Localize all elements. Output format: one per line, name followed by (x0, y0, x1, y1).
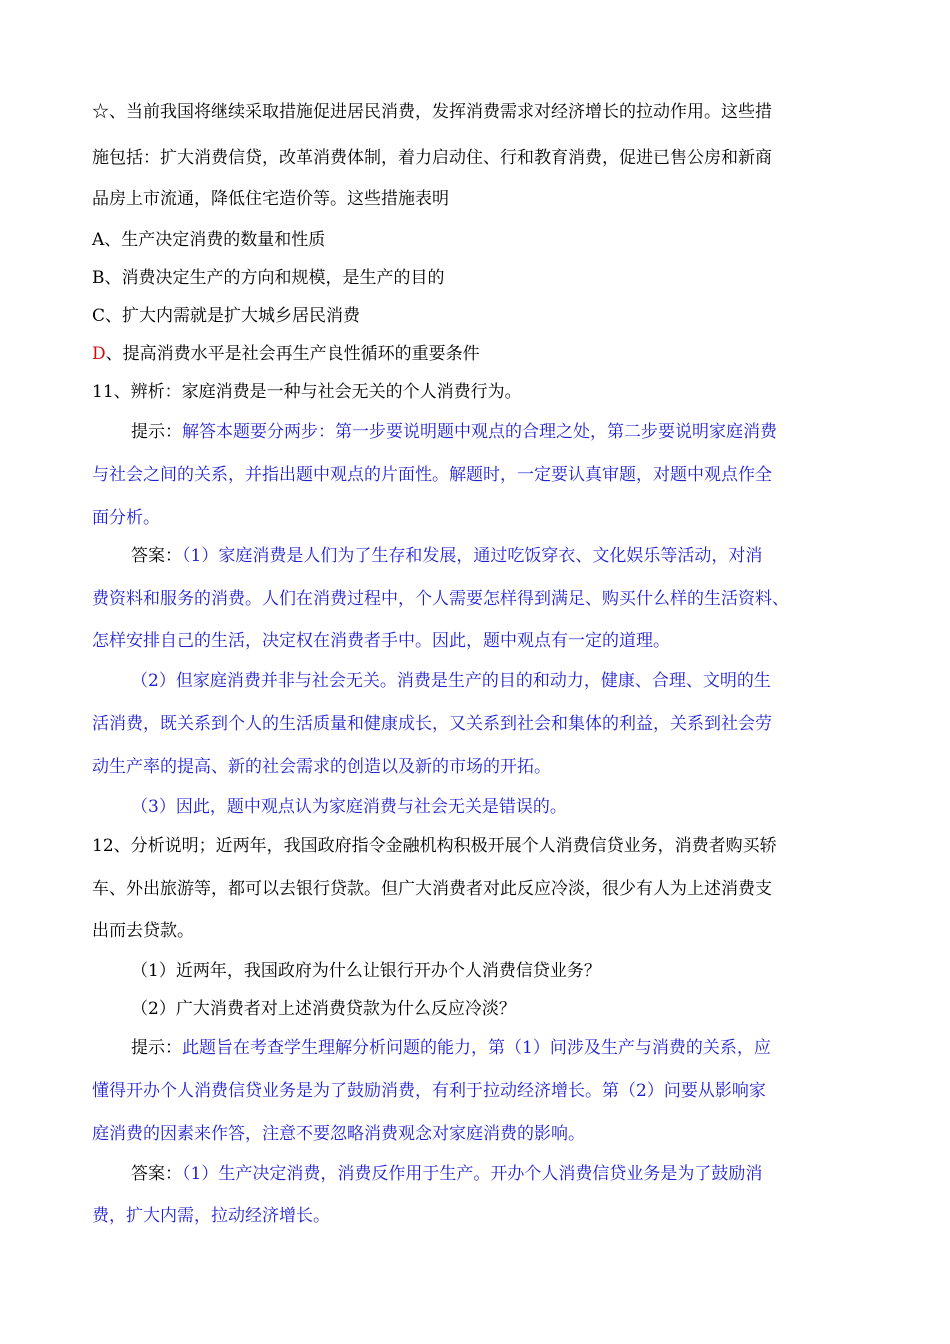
q12-line-3: 出而去贷款。 (92, 921, 194, 941)
q10-line-3: 品房上市流通，降低住宅造价等。这些措施表明 (92, 189, 449, 209)
q11-answer-line-7: （3）因此，题中观点认为家庭消费与社会无关是错误的。 (131, 797, 567, 817)
option-letter-answer: D (92, 344, 106, 364)
q11-answer-line-4: （2）但家庭消费并非与社会无关。消费是生产的目的和动力，健康、合理、文明的生 (131, 671, 771, 691)
q11-answer-line-2: 费资料和服务的消费。人们在消费过程中，个人需要怎样得到满足、购买什么样的生活资料、 (92, 589, 789, 609)
option-text: 、消费决定生产的方向和规模，是生产的目的 (104, 268, 445, 288)
q12-line-1: 12、分析说明；近两年，我国政府指令金融机构积极开展个人消费信贷业务，消费者购买轿 (92, 836, 777, 856)
q12-hint-line-3: 庭消费的因素来作答，注意不要忽略消费观念对家庭消费的影响。 (92, 1124, 585, 1144)
option-text: 、提高消费水平是社会再生产良性循环的重要条件 (105, 344, 480, 364)
option-text: 、扩大内需就是扩大城乡居民消费 (105, 306, 361, 326)
q12-hint-line-2: 懂得开办个人消费信贷业务是为了鼓励消费，有利于拉动经济增长。第（2）问要从影响家 (92, 1081, 766, 1101)
q11-answer-line-3: 怎样安排自己的生活，决定权在消费者手中。因此，题中观点有一定的道理。 (92, 631, 670, 651)
q12-subquestion-2: （2）广大消费者对上述消费贷款为什么反应冷淡？ (131, 999, 516, 1019)
answer-label: 答案： (131, 1164, 182, 1184)
q10-option-a (92, 229, 325, 251)
q10-option-d (92, 343, 480, 365)
option-letter: C (92, 306, 106, 326)
answer-label: 答案： (131, 546, 182, 566)
option-letter: B (92, 268, 105, 288)
q12-subquestion-1: （1）近两年，我国政府为什么让银行开办个人消费信贷业务？ (131, 961, 601, 981)
q12-line-2: 车、外出旅游等，都可以去银行贷款。但广大消费者对此反应冷淡，很少有人为上述消费支 (92, 879, 772, 899)
hint-label: 提示： (131, 1038, 182, 1058)
q12-answer-line-2: 费，扩大内需，拉动经济增长。 (92, 1206, 330, 1226)
q11-hint-line-3: 面分析。 (92, 508, 160, 528)
q12-hint-line-1 (131, 1037, 771, 1059)
q11-title: 11、辨析：家庭消费是一种与社会无关的个人消费行为。 (92, 382, 522, 402)
hint-text: 解答本题要分两步：第一步要说明题中观点的合理之处，第二步要说明家庭消费 (182, 422, 777, 442)
q10-line-2: 施包括：扩大消费信贷，改革消费体制，着力启动住、行和教育消费，促进已售公房和新商 (92, 148, 772, 168)
answer-text: （1）家庭消费是人们为了生存和发展，通过吃饭穿衣、文化娱乐等活动，对消 (182, 546, 763, 566)
q11-answer-line-6: 动生产率的提高、新的社会需求的创造以及新的市场的开拓。 (92, 757, 551, 777)
q10-line-1: ☆、当前我国将继续采取措施促进居民消费，发挥消费需求对经济增长的拉动作用。这些措 (92, 102, 772, 122)
hint-label: 提示： (131, 422, 182, 442)
hint-text: 此题旨在考查学生理解分析问题的能力，第（1）问涉及生产与消费的关系，应 (182, 1038, 771, 1058)
q12-answer-line-1 (131, 1163, 762, 1185)
q10-option-b (92, 267, 445, 289)
q11-hint-line-2: 与社会之间的关系，并指出题中观点的片面性。解题时，一定要认真审题，对题中观点作全 (92, 465, 772, 485)
answer-text: （1）生产决定消费，消费反作用于生产。开办个人消费信贷业务是为了鼓励消 (182, 1164, 763, 1184)
option-text: 、生产决定消费的数量和性质 (104, 230, 326, 250)
q11-answer-line-5: 活消费，既关系到个人的生活质量和健康成长，又关系到社会和集体的利益，关系到社会劳 (92, 714, 772, 734)
q11-answer-line-1 (131, 545, 762, 567)
q10-option-c (92, 305, 360, 327)
option-letter: A (92, 230, 105, 250)
q11-hint-line-1 (131, 421, 777, 443)
